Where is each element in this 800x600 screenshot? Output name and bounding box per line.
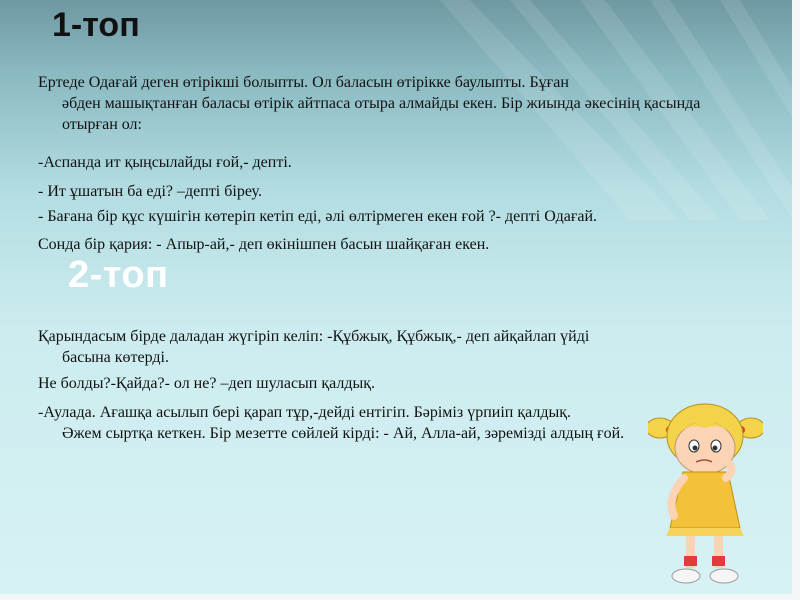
girl-cartoon-illustration — [648, 398, 763, 588]
paragraph-line: Ертеде Одағай деген өтірікші болыпты. Ол баласын өтірікке баулыпты. Бұған — [38, 74, 569, 91]
group1-title: 1-топ — [52, 6, 140, 44]
group1-paragraph-5: Сонда бір қария: - Апыр-ай,- деп өкінішпен басын шайқаған екен. — [38, 236, 490, 253]
group2-paragraph-1 — [38, 326, 758, 368]
paragraph-continuation: Әжем сыртқа кеткен. Бір мезетте сөйлей кірді: - Ай, Алла-ай, зәремізді алдың ғой. — [62, 425, 625, 442]
paragraph-continuation: басына көтерді. — [62, 349, 169, 366]
group1-paragraph-3: - Ит ұшатын ба еді? –депті біреу. — [38, 183, 262, 200]
paragraph-line: -Аулада. Ағашқа асылып бері қарап тұр,-дейді ентігіп. Бәріміз үрпиіп қалдық. — [38, 404, 571, 421]
group2-title: 2-топ — [68, 254, 169, 296]
paragraph-continuation: әбден машықтанған баласы өтірік айтпаса отыра алмайды екен. Бір жиында әкесінің қасында отырған ол: — [62, 95, 701, 133]
paragraph-line: Қарындасым бірде даладан жүгіріп келіп: -Құбжық, Құбжық,- деп айқайлап үйді — [38, 328, 590, 345]
group1-paragraph-4: - Бағана бір құс күшігін көтеріп кетіп еді, әлі өлтірмеген екен ғой ?- депті Одағай. — [38, 208, 598, 225]
group1-paragraph-1 — [38, 72, 758, 135]
group1-paragraph-2: -Аспанда ит қыңсылайды ғой,- депті. — [38, 154, 292, 171]
group2-paragraph-2: Не болды?-Қайда?- ол не? –деп шуласып қалдық. — [38, 375, 376, 392]
